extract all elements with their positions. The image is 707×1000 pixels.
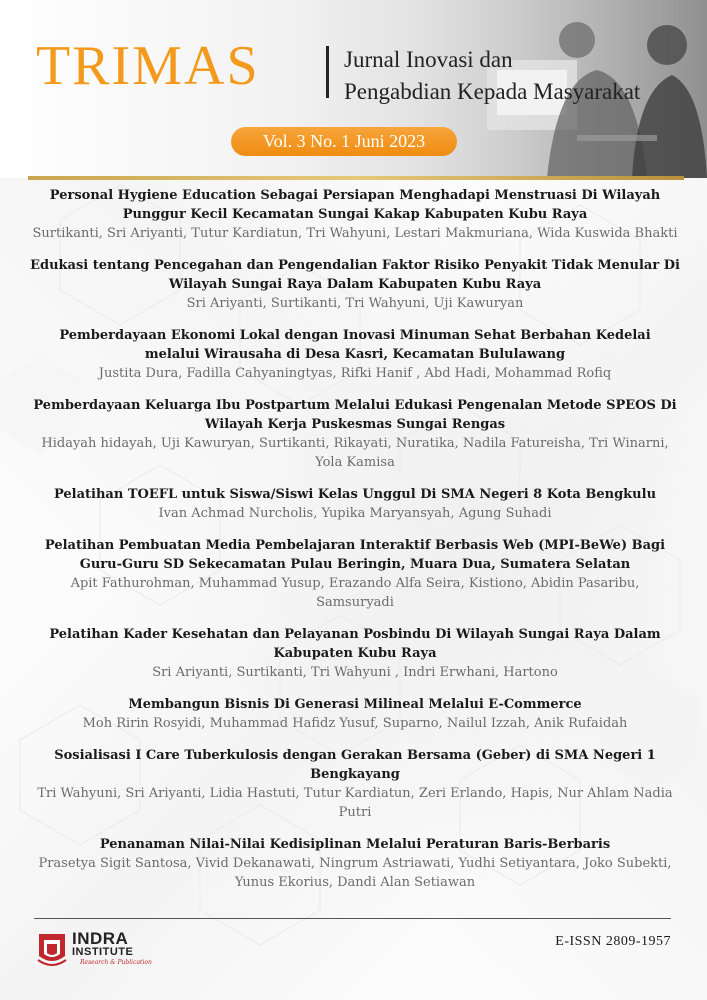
publisher-name: INDRA [72,929,129,948]
article-title[interactable]: Pemberdayaan Keluarga Ibu Postpartum Melalui Edukasi Pengenalan Metode SPEOS Di Wilayah Kerja Puskesmas Sungai Rengas [33,398,677,432]
article-title[interactable]: Pelatihan Pembuatan Media Pembelajaran Interaktif Berbasis Web (MPI-BeWe) Bagi Guru-Guru SD Sekecamatan Pulau Beringin, Muara Dua, Sumatera Selatan [44,538,666,572]
article-authors: Ivan Achmad Nurcholis, Yupika Maryansyah, Agung Suhadi [158,506,552,521]
article-title[interactable]: Sosialisasi I Care Tuberkulosis dengan Gerakan Bersama (Geber) di SMA Negeri 1 Bengkayang [54,748,656,782]
article-authors: Hidayah hidayah, Uji Kawuryan, Surtikanti, Rikayati, Nuratika, Nadila Fatureisha, Tri Winarni, Yola Kamisa [41,436,669,470]
logo-separator [326,46,329,98]
article-authors: Apit Fathurohman, Muhammad Yusup, Erazando Alfa Seira, Kistiono, Abidin Pasaribu, Samsuryadi [70,576,640,610]
publisher-subname: INSTITUTE [72,946,134,958]
article-title[interactable]: Personal Hygiene Education Sebagai Persiapan Menghadapi Menstruasi Di Wilayah Punggur Kecil Kecamatan Sungai Kakap Kabupaten Kubu Raya [49,188,661,222]
publisher-logo [36,928,156,976]
article-title[interactable]: Penanaman Nilai-Nilai Kedisiplinan Melalui Peraturan Baris-Berbaris [99,837,611,852]
article-entry[interactable] [30,835,680,892]
table-of-contents [30,186,680,905]
article-entry[interactable] [30,695,680,733]
journal-logo: TRIMAS [36,35,260,97]
article-title[interactable]: Pelatihan TOEFL untuk Siswa/Siswi Kelas Unggul Di SMA Negeri 8 Kota Bengkulu [53,487,657,502]
header-divider [28,176,684,180]
article-title[interactable]: Edukasi tentang Pencegahan dan Pengendalian Faktor Risiko Penyakit Tidak Menular Di Wilayah Sungai Raya Dalam Kabupaten Kubu Raya [30,258,680,292]
volume-badge: Vol. 3 No. 1 Juni 2023 [231,127,457,156]
article-entry[interactable] [30,396,680,472]
issn-number: E-ISSN 2809-1957 [555,934,671,949]
article-entry[interactable] [30,536,680,612]
article-authors: Sri Ariyanti, Surtikanti, Tri Wahyuni, Uji Kawuryan [186,296,524,311]
subtitle-line-2: Pengabdian Kepada Masyarakat [344,79,641,104]
publisher-emblem-icon [36,930,68,966]
article-entry[interactable] [30,485,680,523]
article-authors: Moh Ririn Rosyidi, Muhammad Hafidz Yusuf, Suparno, Nailul Izzah, Anik Rufaidah [82,716,628,731]
article-entry[interactable] [30,256,680,313]
article-authors: Surtikanti, Sri Ariyanti, Tutur Kardiatun, Tri Wahyuni, Lestari Makmuriana, Wida Kuswida Bhakti [32,226,678,241]
cover-header [0,0,707,178]
article-entry[interactable] [30,186,680,243]
article-title[interactable]: Membangun Bisnis Di Generasi Milineal Melalui E-Commerce [128,697,582,712]
article-entry[interactable] [30,625,680,682]
publisher-tagline: Research & Publication [80,959,152,966]
footer-divider [34,918,671,919]
article-authors: Tri Wahyuni, Sri Ariyanti, Lidia Hastuti, Tutur Kardiatun, Zeri Erlando, Hapis, Nur Ahlam Nadia Putri [37,786,673,820]
subtitle-line-1: Jurnal Inovasi dan [344,47,513,72]
article-authors: Sri Ariyanti, Surtikanti, Tri Wahyuni , Indri Erwhani, Hartono [152,665,558,680]
article-entry[interactable] [30,746,680,822]
article-authors: Justita Dura, Fadilla Cahyaningtyas, Rifki Hanif , Abd Hadi, Mohammad Rofiq [98,366,612,381]
article-title[interactable]: Pelatihan Kader Kesehatan dan Pelayanan Posbindu Di Wilayah Sungai Raya Dalam Kabupaten Kubu Raya [49,627,661,661]
article-title[interactable]: Pemberdayaan Ekonomi Lokal dengan Inovasi Minuman Sehat Berbahan Kedelai melalui Wirausaha di Desa Kasri, Kecamatan Bululawang [59,328,651,362]
journal-subtitle [344,44,640,108]
article-entry[interactable] [30,326,680,383]
article-authors: Prasetya Sigit Santosa, Vivid Dekanawati, Ningrum Astriawati, Yudhi Setiyantara, Joko Subekti, Yunus Ekorius, Dandi Alan Setiawan [38,856,672,890]
